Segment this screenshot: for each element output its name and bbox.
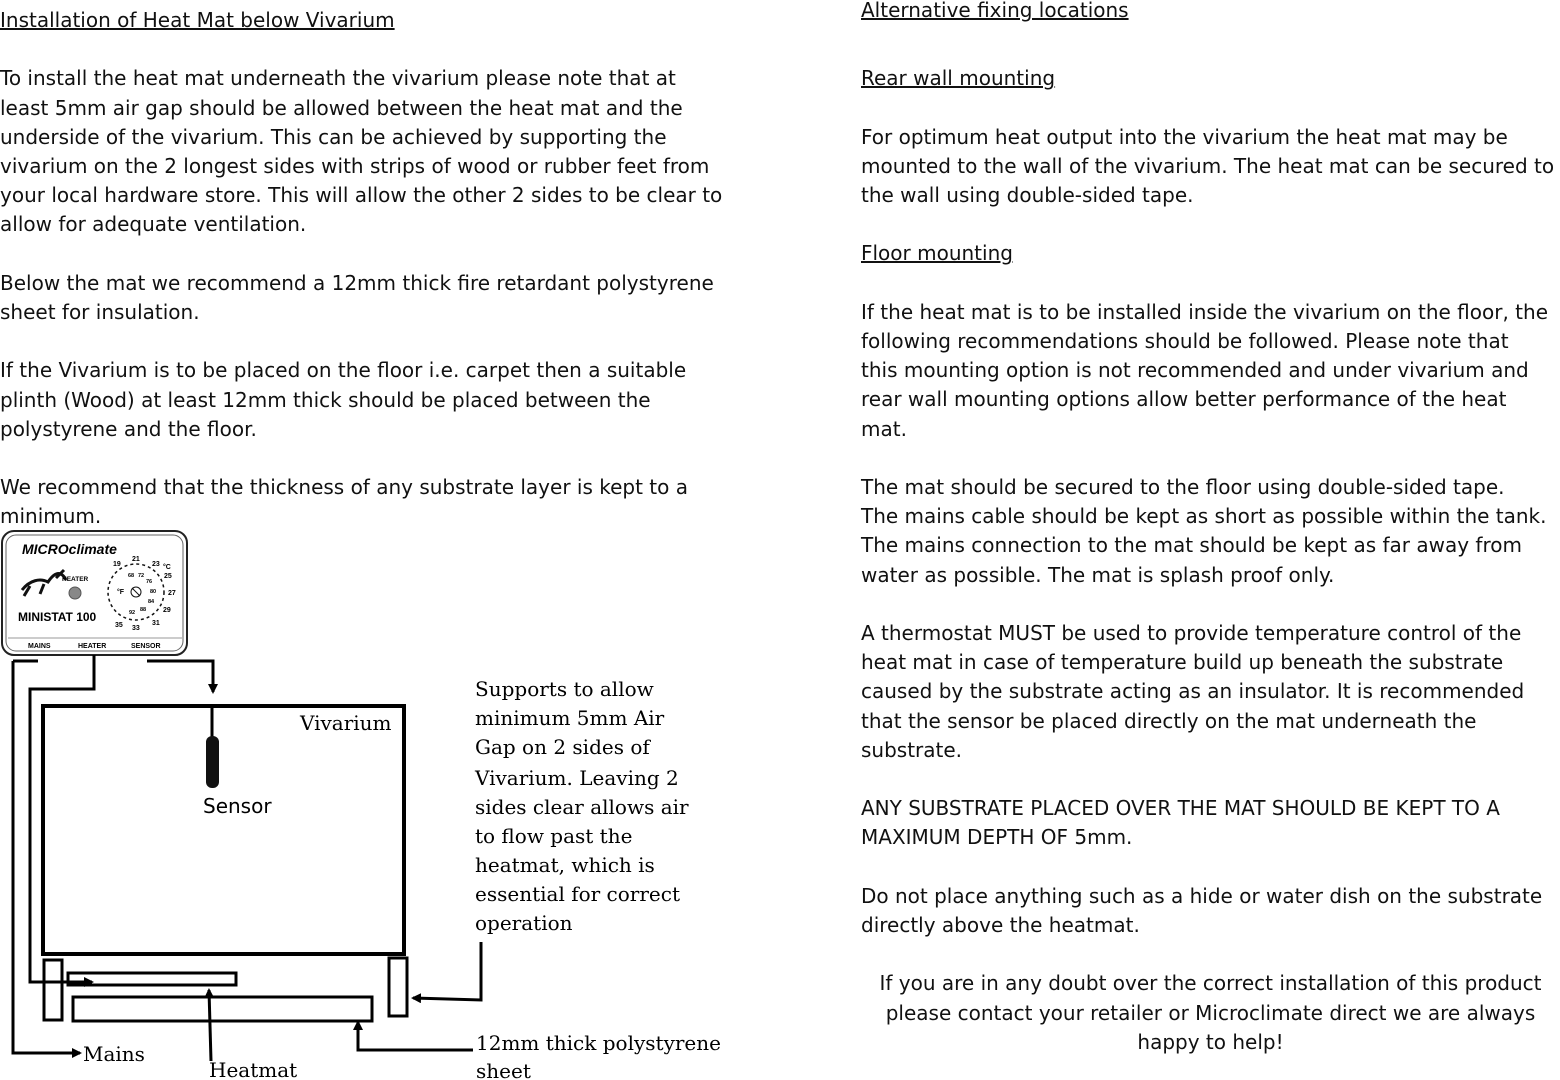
text-line: caused by the substrate acting as an insulator. It is recommended <box>861 679 1525 704</box>
dial-f-tick: 72 <box>138 573 145 579</box>
note-line: Supports to allow <box>475 677 654 701</box>
heatmat-pointer <box>209 990 211 1061</box>
installation-diagram <box>0 528 760 1080</box>
note-line: Gap on 2 sides of <box>475 735 650 759</box>
text-line: The mat should be secured to the floor using double-sided tape. <box>861 474 1505 499</box>
dial-c-tick: 23 <box>152 561 160 568</box>
dial-f-tick: 68 <box>128 573 135 579</box>
model-name: MINISTAT 100 <box>18 610 97 624</box>
text-line: plinth (Wood) at least 12mm thick should be placed between the <box>0 387 651 412</box>
text-line: For optimum heat output into the vivarium the heat mat may be <box>861 124 1508 149</box>
support-left <box>44 960 62 1020</box>
support-right <box>389 958 407 1016</box>
section-heading-alternative: Alternative fixing locations <box>861 0 1129 22</box>
text-line: happy to help! <box>1137 1029 1284 1054</box>
sensor-lead <box>147 661 213 692</box>
text-line: sheet for insulation. <box>0 300 200 324</box>
text-line: the wall using double-sided tape. <box>861 183 1194 207</box>
paragraph-secure <box>861 473 1560 590</box>
note-line: to flow past the <box>475 824 633 848</box>
text-line: heat mat in case of temperature build up beneath the substrate <box>861 650 1504 675</box>
text-line: Do not place anything such as a hide or water dish on the substrate <box>861 883 1543 908</box>
text-line: mounted to the wall of the vivarium. The heat mat can be secured to <box>861 153 1555 178</box>
text-line: mat. <box>861 416 907 441</box>
dial-c-tick: 29 <box>163 607 171 614</box>
text-line: vivarium on the 2 longest sides with strips of wood or rubber feet from <box>0 154 710 178</box>
vivarium-label: Vivarium <box>300 711 392 735</box>
text-line: underside of the vivarium. This can be achieved by supporting the <box>0 124 667 149</box>
dial-f-tick: 80 <box>150 589 157 595</box>
support-pointer <box>413 942 481 1000</box>
unit-celsius: °C <box>163 564 171 571</box>
dial-c-tick: 21 <box>132 556 140 563</box>
heater-indicator-light <box>69 587 81 599</box>
section-heading-installation: Installation of Heat Mat below Vivarium <box>0 8 395 32</box>
dial-f-tick: 88 <box>140 607 147 613</box>
paragraph-rear-wall <box>861 123 1560 211</box>
mains-label: Mains <box>83 1042 145 1066</box>
note-line: heatmat, which is <box>475 853 655 877</box>
polystyrene-sheet <box>73 997 372 1021</box>
right-column <box>861 0 1560 1057</box>
text-line: If the heat mat is to be installed inside the vivarium on the floor, the <box>861 299 1549 324</box>
text-line: polystyrene and the floor. <box>0 416 257 441</box>
paragraph-plinth <box>0 356 736 444</box>
unit-fahrenheit: °F <box>117 589 125 596</box>
text-line: The mains cable should be kept as short as possible within the tank. <box>861 504 1547 529</box>
dial-c-tick: 25 <box>164 573 172 580</box>
text-line: directly above the heatmat. <box>861 912 1140 937</box>
subheading-floor: Floor mounting <box>861 241 1013 266</box>
note-line: essential for correct <box>475 882 680 906</box>
note-line: sides clear allows air <box>475 795 689 819</box>
text-line: A thermostat MUST be used to provide temperature control of the <box>861 620 1522 645</box>
left-column <box>0 6 736 532</box>
note-line: operation <box>475 911 573 935</box>
note-line: minimum 5mm Air <box>475 706 665 730</box>
vivarium-box <box>43 706 404 954</box>
port-label-mains: MAINS <box>28 643 51 650</box>
paragraph-hide <box>861 882 1560 940</box>
text-line: If the Vivarium is to be placed on the floor i.e. carpet then a suitable <box>0 358 687 383</box>
subheading-rear-wall: Rear wall mounting <box>861 66 1056 91</box>
dial-f-tick: 76 <box>146 579 153 585</box>
sensor-label: Sensor <box>203 794 272 818</box>
text-line: MAXIMUM DEPTH OF 5mm. <box>861 825 1133 850</box>
paragraph-thermostat <box>861 619 1560 765</box>
heatmat-label: Heatmat <box>209 1058 298 1080</box>
text-line: Below the mat we recommend a 12mm thick fire retardant polystyrene <box>0 270 714 295</box>
text-line: that the sensor be placed directly on the mat underneath the <box>861 708 1477 733</box>
text-line: The mains connection to the mat should be kept as far away from <box>861 533 1522 558</box>
paragraph-substrate <box>0 473 736 531</box>
text-line: this mounting option is not recommended and under vivarium and <box>861 358 1529 383</box>
polystyrene-label-line: 12mm thick polystyrene <box>476 1031 721 1055</box>
supports-note <box>474 677 689 935</box>
text-line: rear wall mounting options allow better performance of the heat <box>861 387 1507 412</box>
text-line: substrate. <box>861 737 963 762</box>
text-line: minimum. <box>0 504 102 529</box>
dial-c-tick: 35 <box>115 622 123 629</box>
dial-c-tick: 19 <box>113 561 121 568</box>
text-line: your local hardware store. This will allow the other 2 sides to be clear to <box>0 183 723 208</box>
paragraph-insulation <box>0 269 736 327</box>
dial-f-tick: 84 <box>148 599 155 605</box>
text-line: allow for adequate ventilation. <box>0 212 307 237</box>
paragraph-contact <box>861 969 1560 1057</box>
paragraph-floor <box>861 298 1560 444</box>
text-line: least 5mm air gap should be allowed between the heat mat and the <box>0 95 683 120</box>
text-line: ANY SUBSTRATE PLACED OVER THE MAT SHOULD BE KEPT TO A <box>861 796 1500 821</box>
heater-indicator-label: HEATER <box>62 576 89 583</box>
paragraph-air-gap <box>0 64 736 239</box>
dial-f-tick: 92 <box>129 610 136 616</box>
port-label-heater: HEATER <box>78 643 107 650</box>
thermostat-unit <box>2 531 187 655</box>
text-line: If you are in any doubt over the correct installation of this product <box>879 971 1542 996</box>
polystyrene-label-line: sheet <box>476 1059 531 1080</box>
sensor-probe <box>206 736 219 788</box>
text-line: We recommend that the thickness of any substrate layer is kept to a <box>0 475 688 500</box>
text-line: please contact your retailer or Microclimate direct we are always <box>885 1000 1536 1025</box>
dial-c-tick: 27 <box>168 590 176 597</box>
brand-logo: MICROclimate <box>22 541 117 557</box>
text-line: To install the heat mat underneath the vivarium please note that at <box>0 66 676 91</box>
dial-c-tick: 31 <box>152 620 160 627</box>
note-line: Vivarium. Leaving 2 <box>475 766 679 790</box>
text-line: following recommendations should be followed. Please note that <box>861 328 1509 353</box>
polystyrene-pointer <box>358 1022 473 1050</box>
heatmat <box>68 973 236 985</box>
paragraph-substrate-warning <box>861 794 1560 852</box>
port-label-sensor: SENSOR <box>131 643 161 650</box>
text-line: water as possible. The mat is splash proof only. <box>861 562 1335 587</box>
dial-c-tick: 33 <box>132 625 140 632</box>
